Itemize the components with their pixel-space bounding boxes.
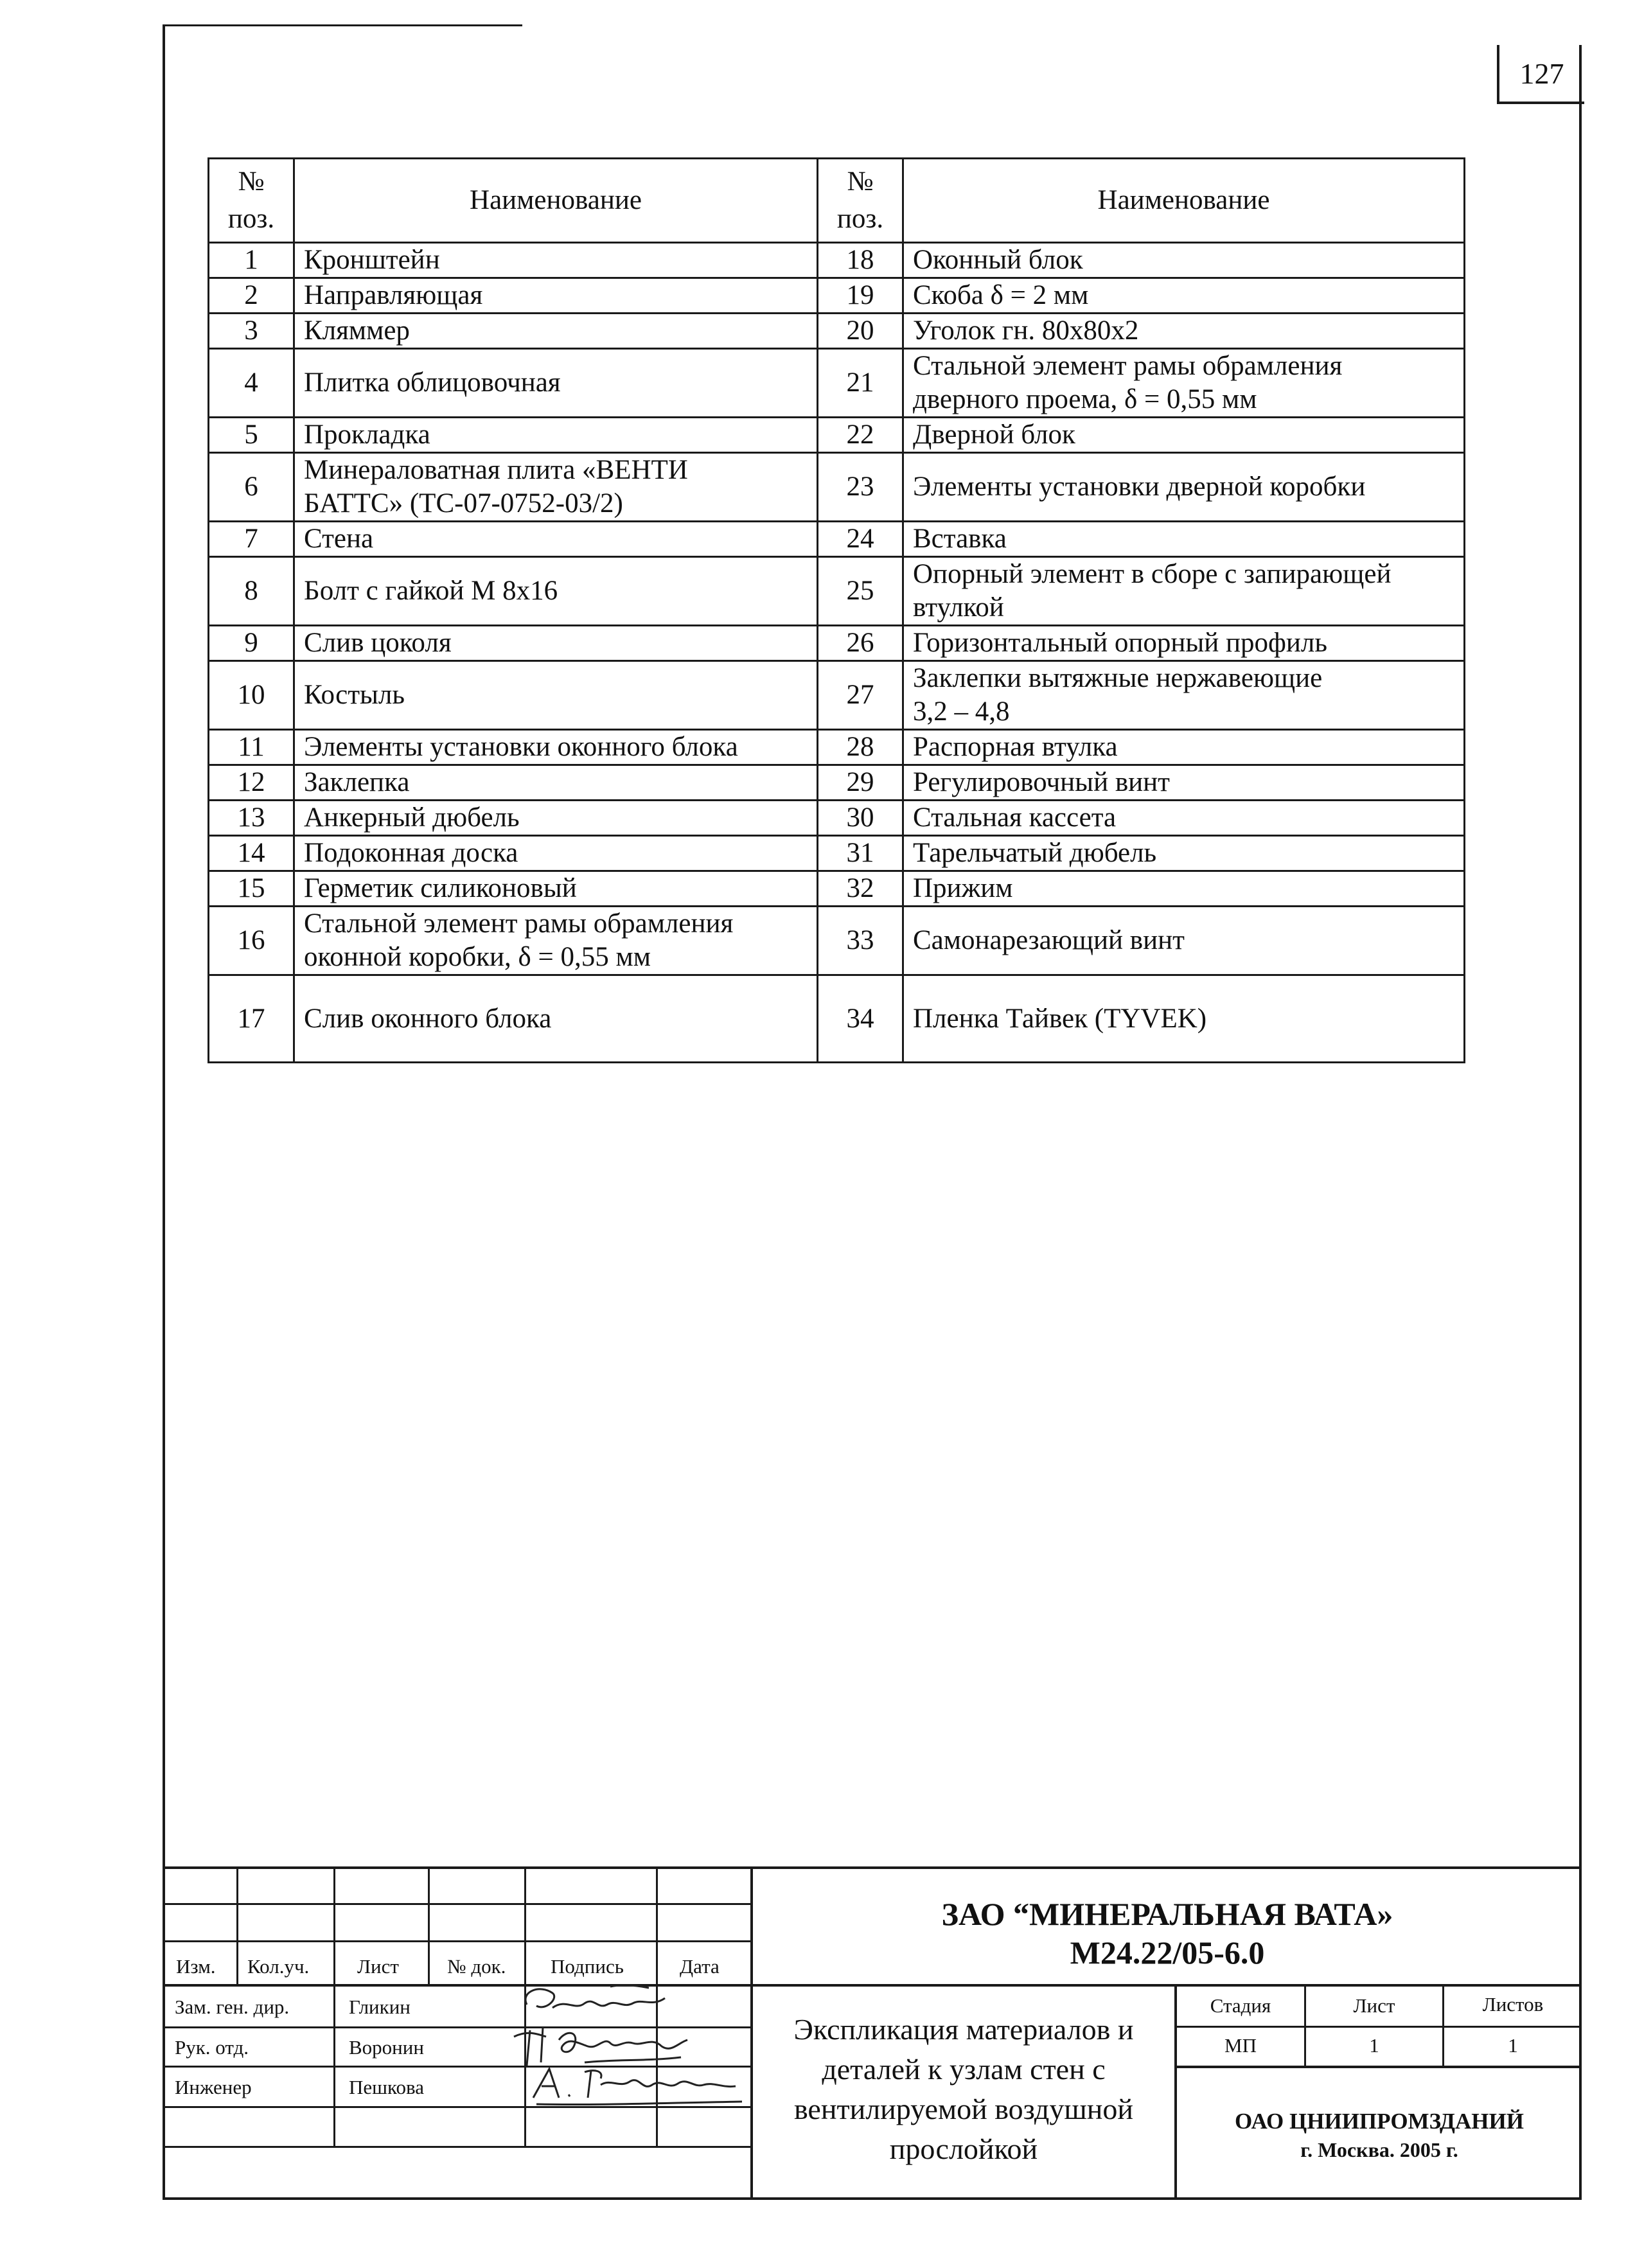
item-name-line: Направляющая [304,280,483,310]
tb-line [163,2146,752,2148]
document-code: М24.22/05-6.0 [1070,1935,1265,1971]
document-title-line: прослойкой [889,2132,1038,2165]
item-number: 7 [209,522,294,557]
explication-table [208,157,1465,1063]
item-name-line: Регулировочный винт [913,767,1170,797]
item-name-line: оконной коробки, δ = 0,55 мм [304,942,651,972]
item-name [903,557,1465,626]
table-row [209,314,1465,349]
item-name-line: Стена [304,524,374,554]
pos-header-left [209,159,294,243]
tb-data-label: Дата [680,1955,720,1978]
staff-role: Инженер [175,2076,252,2098]
item-number: 34 [818,975,903,1063]
item-name-line: Прижим [913,873,1013,903]
tb-line [163,1903,752,1905]
tb-line [428,1866,430,1984]
item-name [294,522,818,557]
item-name-line: Минераловатная плита «ВЕНТИ [304,455,688,485]
item-name-line: Горизонтальный опорный профиль [913,628,1327,658]
item-number: 29 [818,765,903,801]
tb-line [1176,2066,1582,2068]
staff-role: Рук. отд. [175,2036,249,2059]
header-pos-abbr: поз. [836,204,884,234]
document-title-line: Экспликация материалов и [793,2013,1134,2046]
header-no-sign: № [847,166,874,197]
item-name [903,453,1465,522]
item-number: 17 [209,975,294,1063]
item-number: 23 [818,453,903,522]
sheet-label: Лист [1353,1994,1395,2017]
name-header-left: Наименование [294,159,818,243]
item-number: 22 [818,418,903,453]
item-number: 31 [818,836,903,871]
item-name-line: Прокладка [304,420,430,450]
item-name [294,557,818,626]
staff-name: Пешкова [349,2076,424,2098]
item-name-line: Кляммер [304,315,410,346]
item-number: 3 [209,314,294,349]
frame-top [163,24,522,26]
item-number: 20 [818,314,903,349]
item-number: 27 [818,661,903,730]
tb-podpis-label: Подпись [551,1955,624,1978]
sheets-value: 1 [1508,2034,1518,2057]
item-name [294,661,818,730]
item-name [294,907,818,975]
table-row [209,243,1465,278]
item-name-line: Самонарезающий винт [913,925,1185,955]
item-name-line: Стальная кассета [913,802,1117,833]
item-name [294,314,818,349]
table-header-row [209,159,1465,243]
table-row [209,418,1465,453]
item-name [294,626,818,661]
item-number: 4 [209,349,294,418]
item-name-line: Кронштейн [304,245,440,275]
item-name-line: Распорная втулка [913,732,1118,762]
item-name [294,801,818,836]
frame-left [163,24,165,2200]
item-name [903,801,1465,836]
item-number: 11 [209,730,294,765]
item-name-line: Анкерный дюбель [304,802,520,833]
item-name [903,243,1465,278]
item-name-line: Оконный блок [913,245,1083,275]
item-name-line: Слив оконного блока [304,1003,552,1034]
organization-city-year: г. Москва. 2005 г. [1300,2138,1458,2161]
item-name [903,871,1465,907]
tb-line [163,1940,752,1942]
item-name [294,730,818,765]
item-name [903,907,1465,975]
item-number: 1 [209,243,294,278]
frame-right [1579,45,1582,2197]
item-name-line: Элементы установки оконного блока [304,732,738,762]
item-name [294,243,818,278]
table-row [209,836,1465,871]
item-name [903,349,1465,418]
item-name-line: Уголок гн. 80x80x2 [913,315,1139,346]
tb-line [333,1866,335,2146]
stage-value: МП [1224,2034,1257,2057]
item-name-line: БАТТС» (ТС-07-0752-03/2) [304,488,623,518]
item-name-line: Слив цоколя [304,628,452,658]
item-name-line: втулкой [913,592,1004,623]
item-number: 9 [209,626,294,661]
item-name [294,349,818,418]
pos-header-right [818,159,903,243]
tb-line [236,1866,238,1984]
table-row [209,661,1465,730]
tb-list-label: Лист [357,1955,399,1978]
item-name-line: Стальной элемент рамы обрамления [913,351,1343,381]
page-number: 127 [1497,45,1584,104]
staff-name: Гликин [349,1996,411,2018]
tb-line [163,1866,1582,1869]
item-name [294,278,818,314]
stage-label: Стадия [1210,1994,1271,2017]
organization-name: ОАО ЦНИИПРОМЗДАНИЙ [1235,2109,1524,2134]
table-row [209,557,1465,626]
item-number: 15 [209,871,294,907]
tb-ndok-label: № док. [447,1955,506,1978]
item-name [294,765,818,801]
table-row [209,907,1465,975]
tb-line [1176,2026,1582,2028]
item-number: 21 [818,349,903,418]
item-name [294,975,818,1063]
item-number: 28 [818,730,903,765]
sheet-value: 1 [1369,2034,1379,2057]
item-name-line: Заклепка [304,767,410,797]
table-row [209,453,1465,522]
table-row [209,626,1465,661]
item-number: 30 [818,801,903,836]
item-name-line: Подоконная доска [304,838,518,868]
table-row [209,765,1465,801]
header-pos-abbr: поз. [227,204,275,234]
item-number: 8 [209,557,294,626]
item-number: 14 [209,836,294,871]
table-row [209,522,1465,557]
item-name [294,871,818,907]
frame-bottom [163,2197,1582,2200]
item-name-line: дверного проема, δ = 0,55 мм [913,384,1257,414]
item-name-line: Элементы установки дверной коробки [913,472,1366,502]
table-row [209,975,1465,1063]
item-name-line: Костыль [304,680,405,710]
item-name [903,418,1465,453]
item-name-line: 3,2 – 4,8 [913,696,1010,727]
item-name-line: Герметик силиконовый [304,873,577,903]
header-no-sign: № [238,166,265,197]
item-name [294,453,818,522]
table-row [209,349,1465,418]
item-name [903,278,1465,314]
item-number: 19 [818,278,903,314]
tb-line [163,1984,1582,1987]
item-number: 10 [209,661,294,730]
tb-izm-label: Изм. [176,1955,216,1978]
sheets-label: Листов [1482,1993,1544,2016]
company-name: ЗАО “МИНЕРАЛЬНАЯ ВАТА» [941,1896,1393,1932]
tb-kolvo-label: Кол.уч. [247,1955,310,1978]
item-name [903,975,1465,1063]
item-number: 13 [209,801,294,836]
table-row [209,801,1465,836]
item-name-line: Опорный элемент в сборе с запирающей [913,559,1392,589]
signature-peshkova [524,2059,748,2111]
item-name-line: Дверной блок [913,420,1075,450]
item-name [294,418,818,453]
document-title-line: деталей к узлам стен с [822,2053,1106,2086]
item-name-line: Скоба δ = 2 мм [913,280,1089,310]
item-number: 12 [209,765,294,801]
name-header-right: Наименование [903,159,1465,243]
item-name-line: Плитка облицовочная [304,368,561,398]
item-name [903,522,1465,557]
item-name-line: Пленка Тайвек (TYVEK) [913,1003,1207,1034]
item-number: 6 [209,453,294,522]
item-name [903,626,1465,661]
item-name [903,765,1465,801]
item-number: 2 [209,278,294,314]
document-title [753,2010,1174,2169]
item-name [903,314,1465,349]
item-name [903,836,1465,871]
item-name-line: Вставка [913,524,1007,554]
table-row [209,871,1465,907]
item-name-line: Стальной элемент рамы обрамления [304,908,734,939]
item-name [294,836,818,871]
item-number: 5 [209,418,294,453]
item-number: 24 [818,522,903,557]
item-number: 25 [818,557,903,626]
item-name-line: Болт с гайкой М 8x16 [304,576,558,606]
document-title-line: вентилируемой воздушной [793,2093,1133,2125]
item-name [903,730,1465,765]
staff-role: Зам. ген. дир. [175,1996,290,2018]
item-number: 18 [818,243,903,278]
item-name-line: Тарельчатый дюбель [913,838,1157,868]
table-row [209,278,1465,314]
table-row [209,730,1465,765]
item-number: 32 [818,871,903,907]
item-name [903,661,1465,730]
staff-name: Воронин [349,2036,424,2059]
item-number: 16 [209,907,294,975]
item-number: 33 [818,907,903,975]
item-number: 26 [818,626,903,661]
item-name-line: Заклепки вытяжные нержавеющие [913,663,1323,693]
